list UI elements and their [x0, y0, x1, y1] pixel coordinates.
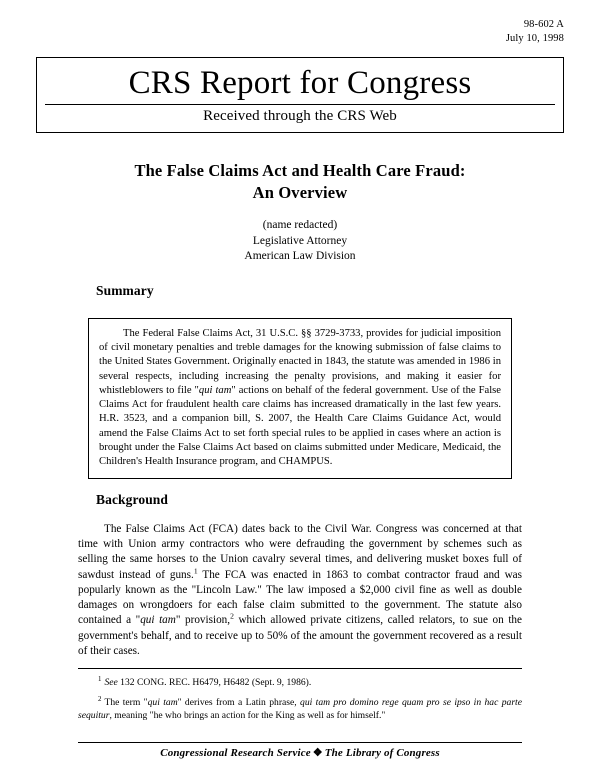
author-role: Legislative Attorney: [252, 234, 348, 247]
crs-banner: [36, 57, 564, 133]
page-title-line-1: The False Claims Act and Health Care Fraud:: [134, 161, 466, 180]
footnote-1: [78, 676, 522, 689]
page-title-line-2: An Overview: [252, 182, 348, 202]
summary-text-part-1: The Federal False Claims Act, 31 U.S.C. §§ 3729-3733, provides for judicial imposition of civil monetary penalties and treble damages for the knowing submission of false claims to the United States Government. Originally enacted in 1843, the statute was amended in 1986 in several respects, including increasing the penalty provisions, and making it easier for whistleblowers to file ": [99, 328, 501, 396]
footnote-2: [78, 696, 522, 722]
footnote-1-number: 1: [98, 675, 102, 683]
background-paragraph: [78, 522, 522, 659]
summary-text: [99, 327, 501, 469]
author-name: (name redacted): [262, 219, 338, 231]
banner-subtitle: Received through the CRS Web: [203, 107, 397, 124]
footnote-2-italic-latin-phrase: qui tam pro domino rege quam pro se ipso in hac parte sequitur: [78, 697, 522, 722]
footnote-2-text-part-1: The term ": [104, 697, 148, 709]
page-footer: [78, 746, 522, 759]
author-byline: [100, 218, 500, 265]
background-italic-qui-tam: qui tam: [140, 614, 176, 627]
footnote-marker-2[interactable]: 2: [230, 611, 234, 621]
footnote-1-italic-see: See: [104, 677, 118, 688]
background-text-part-1: The False Claims Act (FCA) dates back to the Civil War. Congress was concerned at that time with Union army contractors who were defrauding the government by schemes such as selling the same horses to the Union cavalry several times, and delivering musket boxes full of sawdust instead of guns.: [78, 523, 522, 581]
report-date: July 10, 1998: [505, 32, 564, 44]
footnote-2-text-part-3: , meaning "he who brings an action for the King as well as for himself.": [109, 710, 386, 722]
footnote-2-italic-qui-tam: qui tam: [147, 697, 178, 709]
background-text-part-4: which allowed private citizens, called relators, to sue on the government's behalf, and to receive up to 50% of the amount the government recovered as a result of their cases.: [78, 614, 522, 657]
footnote-1-text: 132 CONG. REC. H6479, H6482 (Sept. 9, 1986).: [117, 677, 312, 688]
summary-italic-qui-tam: qui tam: [198, 384, 232, 396]
footnote-marker-1[interactable]: 1: [193, 565, 198, 575]
report-number: 98-602 A: [523, 19, 564, 30]
footer-institution: The Library of Congress: [324, 747, 440, 759]
footnote-2-text-part-2: " derives from a Latin phrase,: [177, 697, 301, 709]
footer-divider: [78, 742, 522, 743]
report-metadata: [506, 18, 564, 46]
summary-heading: Summary: [96, 283, 154, 298]
background-heading: Background: [96, 492, 169, 507]
page-title: [70, 160, 530, 204]
summary-text-part-2: " actions on behalf of the federal government. Use of the False Claims Act for fraudulent health care claims has increased dramatically in the last few years. H.R. 3523, and a companion bill, S. 2007, the Health Care Claims Guidance Act, would amend the False Claims Act to set forth special rules to be applied in cases where an action is brought under the False Claims Act based on claims submitted under Medicare, Medicaid, the Children's Health Insurance program, and CHAMPUS.: [99, 384, 501, 468]
summary-box: [88, 318, 512, 479]
footer-organization: Congressional Research Service: [160, 747, 311, 759]
footnote-separator: [78, 668, 522, 669]
footnotes-section: [78, 676, 522, 729]
background-text-part-3: " provision,: [175, 614, 231, 627]
background-text-part-2: The FCA was enacted in 1863 to combat contractor fraud and was popularly known as the "Lincoln Law." The law imposed a $2,000 civil fine as well as double damages on wrongdoers for each false claim submitted to the government. The statute also contained a ": [78, 568, 522, 627]
diamond-icon: ❖: [312, 747, 323, 759]
banner-title: CRS Report for Congress: [128, 65, 472, 101]
footnote-2-number: 2: [98, 695, 102, 703]
author-division: American Law Division: [244, 250, 356, 263]
banner-divider: [45, 104, 555, 105]
